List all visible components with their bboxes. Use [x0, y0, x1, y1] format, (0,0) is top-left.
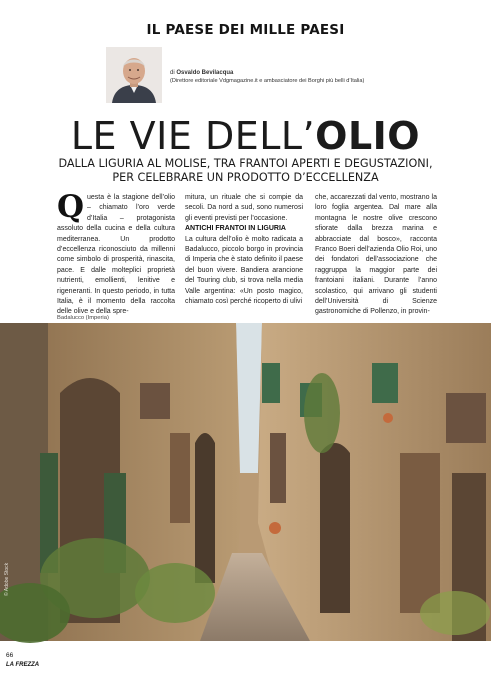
author-prefix: di [170, 70, 177, 76]
article-column-3 [315, 193, 437, 316]
article-column-1 [57, 189, 175, 316]
column-3-text: che, accarezzati dal vento, mostrano la loro foglia argentea. Dal mare alla montagna le nostre olive crescono sfiorate dalla brezza marina e abbracciate dal bosco», racconta Franco Boeri dell’azienda Olio Roi, uno dei fondatori dell’associazione che raggruppa la maggior parte dei frantoiani italiani. Durante l’anno scolastico, qui arrivano gli studenti dell’Università di Scienze gastronomiche di Pollenzo, in provin- [315, 194, 437, 316]
headline [0, 114, 491, 158]
page-number: 66 [6, 652, 14, 659]
headline-thin: LE VIE DELL’ [70, 114, 316, 158]
alley-illustration [0, 323, 491, 641]
column-2-body: La cultura dell’olio è molto radicata a Badalucco, piccolo borgo in provincia di Imperia che è stato definito il paese del buon vivere. Bandiera arancione del Touring club, si trova nella media Valle argentina: «Un posto magico, chiamato così perché ricoperto di ulivi [185, 235, 303, 306]
village-alley-photo [0, 323, 491, 641]
photo-credit: © Adobe Stock [4, 562, 10, 596]
subtitle-line-1: DALLA LIGURIA AL MOLISE, TRA FRANTOI APERTI E DEGUSTAZIONI, [58, 157, 433, 170]
subtitle-line-2: PER CELEBRARE UN PRODOTTO D’ECCELLENZA [112, 171, 379, 184]
section-title: IL PAESE DEI MILLE PAESI [146, 22, 345, 38]
article-column-2 [185, 193, 303, 305]
author-byline [170, 70, 233, 76]
column-1-text: uesta è la stagione dell’olio – chiamato l’oro verde d’Italia – protagonista assoluto della cucina e della cultura mediterranea. Un prodotto d’eccellenza riconosciuto da millenni come simbolo di prosperità, rinascita, pace. E dalle molteplici proprietà nutrienti, emollienti, lenitive e rigeneranti. In questo periodo, in tutta Italia, è il momento della raccolta delle olive e della spre- [57, 194, 175, 316]
author-portrait-illustration [106, 47, 162, 103]
author-name: Osvaldo Bevilacqua [176, 70, 234, 76]
author-photo [106, 47, 162, 103]
photo-caption: Badalucco (Imperia) [57, 315, 109, 321]
headline-bold: OLIO [315, 114, 421, 158]
drop-cap: Q [57, 189, 85, 225]
column-2-intro: mitura, un rituale che si compie da secoli. Da nord a sud, sono numerosi gli eventi previsti per l’occasione. [185, 194, 303, 222]
magazine-name: LA FREZZA [6, 662, 40, 668]
article-subhead: ANTICHI FRANTOI IN LIGURIA [185, 225, 286, 233]
author-role: (Direttore editoriale Vdgmagazine.it e ambasciatore dei Borghi più belli d’Italia) [170, 78, 365, 84]
subtitle [20, 157, 471, 185]
